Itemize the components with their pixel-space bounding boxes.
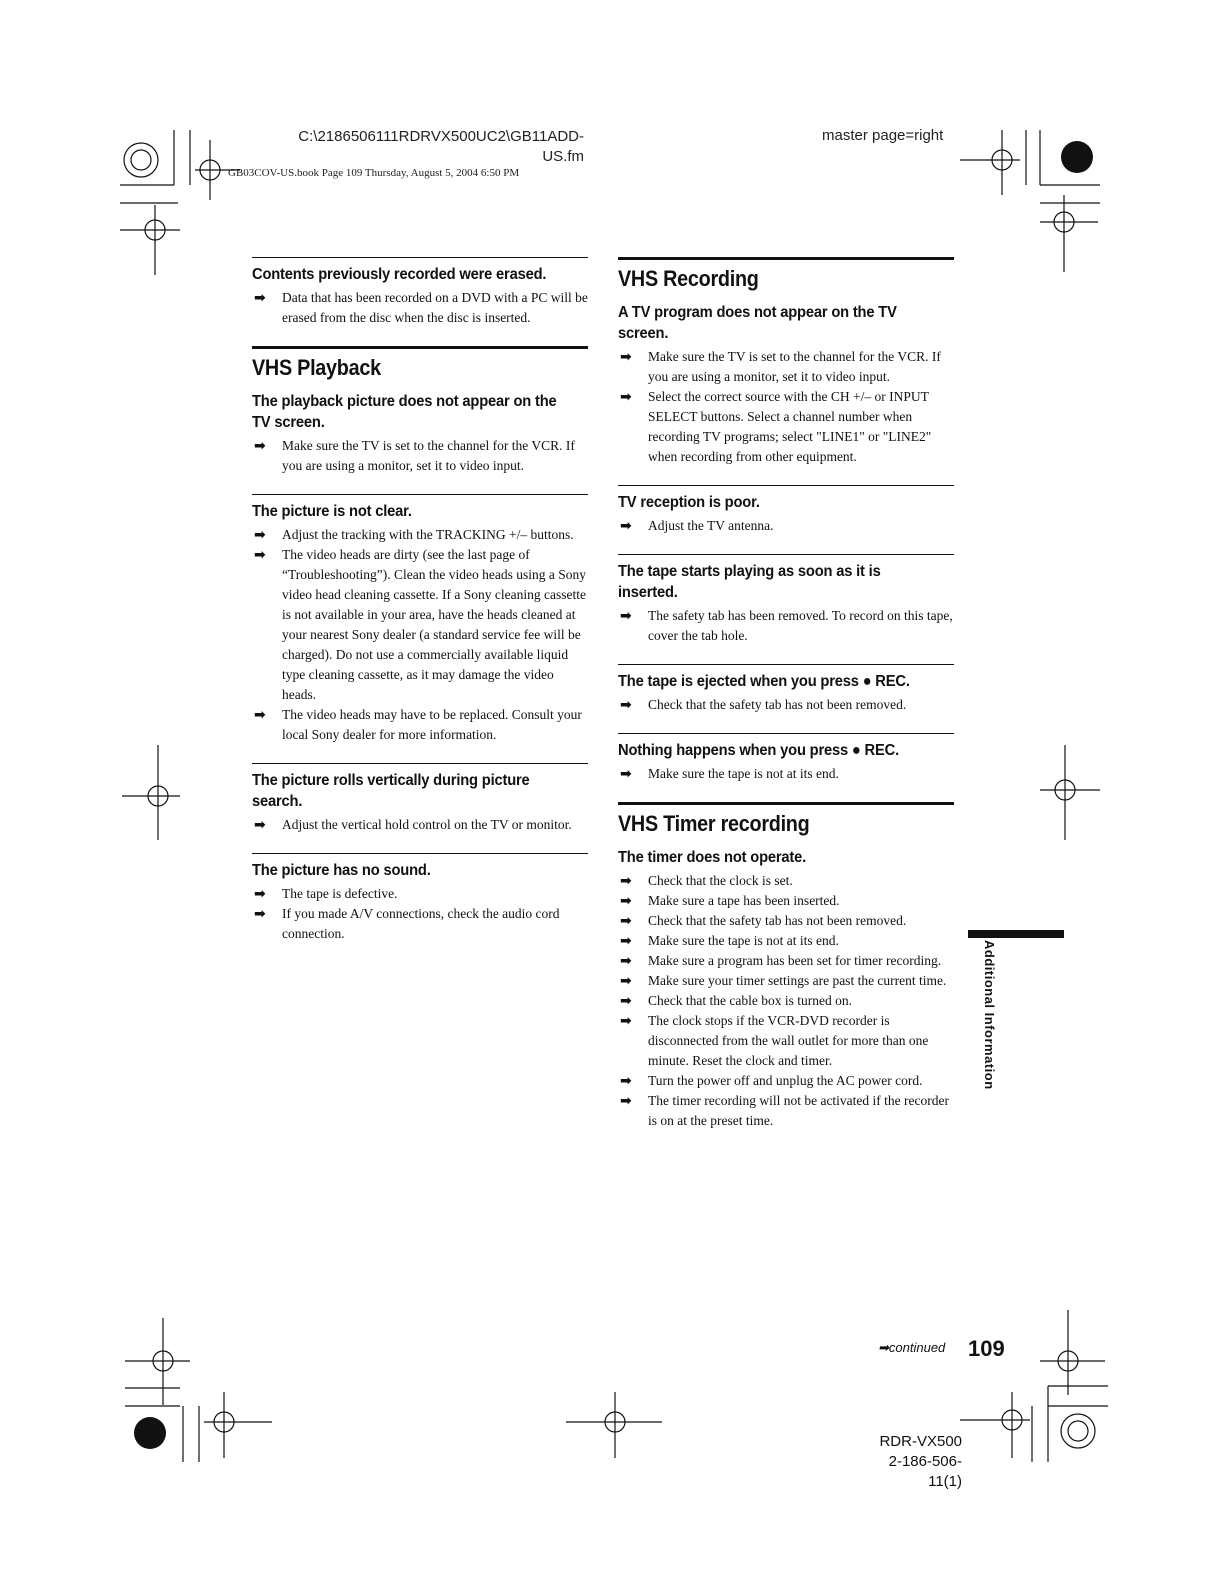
- list-item: ➡ Make sure the TV is set to the channel for the VCR. If you are using a monitor, set it to video input.: [620, 349, 941, 384]
- list-item: ➡ Make sure your timer settings are past the current time.: [620, 973, 947, 989]
- arrow-icon: ➡: [878, 1340, 889, 1355]
- topic-heading: The picture is not clear.: [252, 503, 412, 520]
- file-path-line1: C:\2186506111RDRVX500UC2\GB11ADD-: [298, 128, 584, 145]
- continued-label: continued: [888, 1340, 946, 1355]
- list-item: ➡ Select the correct source with the CH +/– or INPUT SELECT buttons. Select a channel number when recording TV programs; select "LINE1" or "LINE2" when recording from other equipment.: [620, 389, 932, 464]
- arrow-icon: ➡: [620, 1013, 632, 1029]
- arrow-icon: ➡: [620, 766, 632, 782]
- arrow-icon: ➡: [620, 1093, 632, 1109]
- topic-ejected: [618, 664, 954, 715]
- arrow-icon: ➡: [620, 953, 632, 969]
- arrow-icon: ➡: [620, 913, 632, 929]
- arrow-icon: ➡: [254, 547, 266, 563]
- topic-rolls: [252, 763, 588, 835]
- topic-heading: The tape is ejected when you press ● REC.: [618, 673, 910, 690]
- list-item: ➡ The video heads may have to be replaced. Consult your local Sony dealer for more information.: [254, 707, 582, 742]
- list-item: ➡ The tape is defective.: [254, 886, 398, 902]
- section-title: VHS Recording: [618, 266, 759, 291]
- topic-not-clear: [252, 494, 588, 745]
- color-dot-mark: [1061, 141, 1093, 173]
- list-item: ➡ The timer recording will not be activated if the recorder is on at the preset time.: [620, 1093, 949, 1128]
- file-path: [282, 127, 584, 167]
- topic-heading: The timer does not operate.: [618, 849, 807, 866]
- topic-heading: TV reception is poor.: [618, 494, 760, 511]
- arrow-icon: ➡: [620, 608, 632, 624]
- section-vhs-timer: [618, 802, 954, 837]
- list-item: ➡ Adjust the tracking with the TRACKING +/– buttons.: [254, 527, 574, 543]
- model-info: [874, 1432, 962, 1492]
- list-item: ➡ Make sure a program has been set for timer recording.: [620, 953, 942, 969]
- list-item: ➡ Make sure a tape has been inserted.: [620, 893, 840, 909]
- arrow-icon: ➡: [254, 290, 266, 306]
- topic-heading: The picture rolls vertically during picture search.: [252, 772, 530, 810]
- section-vhs-playback: [252, 346, 588, 381]
- list-item: ➡ Turn the power off and unplug the AC power cord.: [620, 1073, 923, 1089]
- arrow-icon: ➡: [254, 886, 266, 902]
- arrow-icon: ➡: [620, 933, 632, 949]
- arrow-icon: ➡: [254, 438, 266, 454]
- topic-reception: [618, 485, 954, 536]
- arrow-icon: ➡: [254, 817, 266, 833]
- topic-heading: The playback picture does not appear on the TV screen.: [252, 393, 557, 431]
- list-item: ➡ Adjust the vertical hold control on the TV or monitor.: [254, 817, 572, 833]
- topic-heading: The tape starts playing as soon as it is inserted.: [618, 563, 881, 601]
- arrow-icon: ➡: [620, 349, 632, 365]
- list-item: ➡ If you made A/V connections, check the audio cord connection.: [254, 906, 560, 941]
- topic-nothing: [618, 733, 954, 784]
- file-path-line2: US.fm: [542, 148, 584, 165]
- page-number: 109: [968, 1336, 1005, 1361]
- arrow-icon: ➡: [620, 389, 632, 405]
- list-item: ➡ Check that the safety tab has not been removed.: [620, 913, 907, 929]
- topic-timer: [618, 847, 954, 1131]
- model-number: RDR-VX500: [879, 1433, 962, 1450]
- arrow-icon: ➡: [620, 893, 632, 909]
- side-tab-bar: [968, 930, 1064, 938]
- list-item: ➡ Make sure the tape is not at its end.: [620, 933, 839, 949]
- arrow-icon: ➡: [620, 973, 632, 989]
- list-item: ➡ Adjust the TV antenna.: [620, 518, 774, 534]
- left-column: [252, 257, 588, 962]
- arrow-icon: ➡: [620, 1073, 632, 1089]
- list-item: ➡ Make sure the TV is set to the channel for the VCR. If you are using a monitor, set it to video input.: [254, 438, 575, 473]
- topic-tv-program: [618, 302, 954, 467]
- book-stamp: GB03COV-US.book Page 109 Thursday, August 5, 2004 6:50 PM: [228, 167, 520, 179]
- color-wheel-mark: [124, 143, 158, 177]
- topic-heading: The picture has no sound.: [252, 862, 431, 879]
- list-item: ➡ Make sure the tape is not at its end.: [620, 766, 839, 782]
- master-page-label: master page=right: [822, 127, 944, 144]
- list-item: ➡ Data that has been recorded on a DVD with a PC will be erased from the disc when the disc is inserted.: [254, 290, 588, 325]
- topic-heading: Contents previously recorded were erased.: [252, 266, 547, 283]
- arrow-icon: ➡: [254, 906, 266, 922]
- arrow-icon: ➡: [620, 697, 632, 713]
- arrow-icon: ➡: [254, 707, 266, 723]
- list-item: ➡ Check that the clock is set.: [620, 873, 793, 889]
- section-title: VHS Playback: [252, 355, 381, 380]
- section-title: VHS Timer recording: [618, 811, 810, 836]
- arrow-icon: ➡: [620, 518, 632, 534]
- list-item: ➡ Check that the cable box is turned on.: [620, 993, 852, 1009]
- list-item: ➡ The video heads are dirty (see the last page of “Troubleshooting”). Clean the video heads using a Sony video head cleaning cassette. If a Sony cleaning cassette is not available in your area, have the heads cleaned at your nearest Sony dealer (a standard service fee will be charged). Do not use a commercially available liquid type cleaning cassette, as it may damage the video heads.: [254, 547, 587, 702]
- topic-no-picture: [252, 391, 588, 476]
- arrow-icon: ➡: [620, 993, 632, 1009]
- list-item: ➡ The clock stops if the VCR-DVD recorder is disconnected from the wall outlet for more than one minute. Reset the clock and timer.: [620, 1013, 929, 1068]
- topic-no-sound: [252, 853, 588, 944]
- topic-heading: A TV program does not appear on the TV screen.: [618, 304, 897, 342]
- topic-heading: Nothing happens when you press ● REC.: [618, 742, 899, 759]
- list-item: ➡ Check that the safety tab has not been removed.: [620, 697, 907, 713]
- part-number: 2-186-506-11(1): [888, 1453, 962, 1490]
- topic-erased: [252, 257, 588, 328]
- topic-tape-starts: [618, 554, 954, 646]
- side-tab-label: Additional Information: [982, 940, 997, 1090]
- list-item: ➡ The safety tab has been removed. To record on this tape, cover the tab hole.: [620, 608, 953, 643]
- section-vhs-recording: [618, 257, 954, 292]
- arrow-icon: ➡: [254, 527, 266, 543]
- right-column: [618, 257, 954, 1149]
- continued-note: [878, 1340, 945, 1356]
- arrow-icon: ➡: [620, 873, 632, 889]
